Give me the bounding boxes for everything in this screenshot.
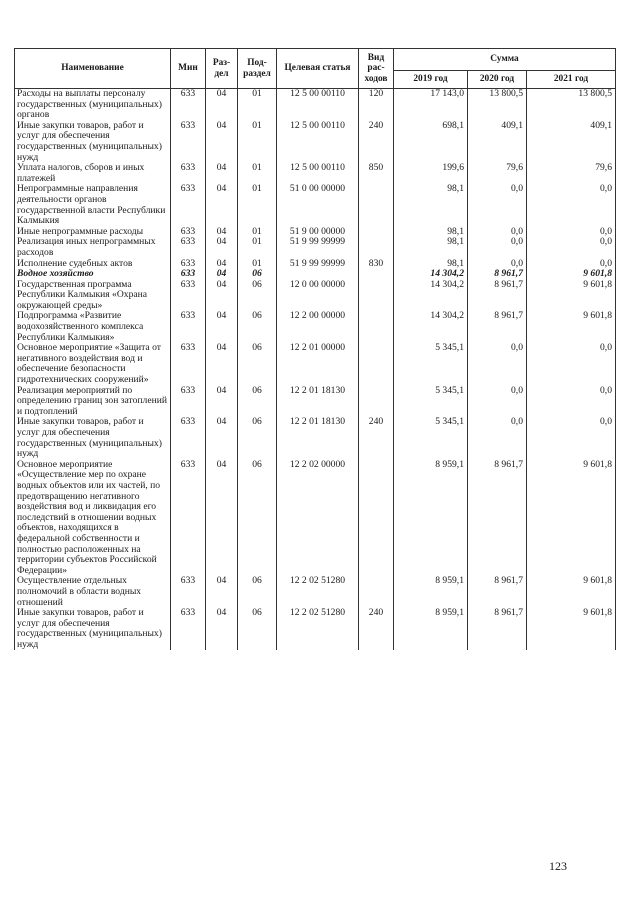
row-sum-2021: 9 601,8 <box>527 460 616 577</box>
row-sum-2020: 0,0 <box>468 259 527 270</box>
row-name: Водное хозяйство <box>15 269 171 280</box>
row-name: Осуществление отдельных полномочий в области водных отношений <box>15 576 171 608</box>
row-podrazdel: 01 <box>238 184 277 226</box>
row-expense-type <box>359 280 394 312</box>
row-target-article: 12 2 01 18130 <box>277 386 359 418</box>
row-sum-2020: 8 961,7 <box>468 269 527 280</box>
row-expense-type <box>359 460 394 577</box>
row-sum-2021: 0,0 <box>527 184 616 226</box>
table-row <box>15 386 616 418</box>
row-sum-2020: 0,0 <box>468 237 527 258</box>
row-target-article: 12 2 00 00000 <box>277 311 359 343</box>
row-razdel: 04 <box>206 184 238 226</box>
table-row <box>15 343 616 385</box>
row-expense-type <box>359 311 394 343</box>
header-year-2019: 2019 год <box>394 71 468 89</box>
row-name: Уплата налогов, сборов и иных платежей <box>15 163 171 184</box>
row-podrazdel: 01 <box>238 163 277 184</box>
row-name: Реализация иных непрограммных расходов <box>15 237 171 258</box>
row-min: 633 <box>171 269 206 280</box>
row-min: 633 <box>171 280 206 312</box>
row-name: Расходы на выплаты персоналу государственных (муниципальных) органов <box>15 89 171 121</box>
row-sum-2021: 0,0 <box>527 259 616 270</box>
header-year-2021: 2021 год <box>527 71 616 89</box>
row-razdel: 04 <box>206 608 238 650</box>
row-target-article: 12 5 00 00110 <box>277 163 359 184</box>
page-number: 123 <box>549 859 567 873</box>
row-expense-type: 850 <box>359 163 394 184</box>
row-sum-2020: 8 961,7 <box>468 311 527 343</box>
row-target-article: 12 0 00 00000 <box>277 280 359 312</box>
row-expense-type <box>359 343 394 385</box>
row-expense-type: 240 <box>359 608 394 650</box>
row-podrazdel: 01 <box>238 89 277 121</box>
table-row <box>15 89 616 121</box>
row-sum-2019: 698,1 <box>394 121 468 163</box>
row-podrazdel: 06 <box>238 608 277 650</box>
row-expense-type <box>359 576 394 608</box>
row-sum-2019: 14 304,2 <box>394 280 468 312</box>
row-sum-2020: 8 961,7 <box>468 460 527 577</box>
row-target-article: 12 2 02 00000 <box>277 460 359 577</box>
row-sum-2019: 14 304,2 <box>394 311 468 343</box>
row-expense-type <box>359 269 394 280</box>
row-target-article: 12 2 01 18130 <box>277 417 359 459</box>
table-body <box>15 89 616 651</box>
row-sum-2021: 0,0 <box>527 237 616 258</box>
table-row <box>15 576 616 608</box>
row-min: 633 <box>171 386 206 418</box>
row-podrazdel: 06 <box>238 386 277 418</box>
row-min: 633 <box>171 417 206 459</box>
row-target-article: 51 9 00 00000 <box>277 227 359 238</box>
row-razdel: 04 <box>206 417 238 459</box>
row-razdel: 04 <box>206 311 238 343</box>
row-podrazdel: 01 <box>238 121 277 163</box>
row-target-article: 12 2 02 51280 <box>277 608 359 650</box>
row-sum-2020: 79,6 <box>468 163 527 184</box>
table-row <box>15 417 616 459</box>
row-min: 633 <box>171 259 206 270</box>
row-razdel: 04 <box>206 237 238 258</box>
row-min: 633 <box>171 121 206 163</box>
row-min: 633 <box>171 163 206 184</box>
row-name: Иные закупки товаров, работ и услуг для обеспечения государственных (муниципальных) нужд <box>15 608 171 650</box>
row-sum-2020: 0,0 <box>468 417 527 459</box>
row-min: 633 <box>171 343 206 385</box>
row-expense-type: 240 <box>359 417 394 459</box>
row-razdel: 04 <box>206 386 238 418</box>
table-row <box>15 311 616 343</box>
row-min: 633 <box>171 576 206 608</box>
row-target-article: 12 5 00 00110 <box>277 89 359 121</box>
row-sum-2021: 0,0 <box>527 417 616 459</box>
row-razdel: 04 <box>206 163 238 184</box>
row-sum-2019: 98,1 <box>394 184 468 226</box>
row-expense-type <box>359 386 394 418</box>
row-min: 633 <box>171 237 206 258</box>
table-row <box>15 280 616 312</box>
row-sum-2019: 98,1 <box>394 259 468 270</box>
row-sum-2021: 9 601,8 <box>527 269 616 280</box>
header-target-article: Целевая статья <box>277 49 359 89</box>
header-year-2020: 2020 год <box>468 71 527 89</box>
row-sum-2021: 9 601,8 <box>527 576 616 608</box>
row-target-article: 12 5 00 00110 <box>277 121 359 163</box>
table-row <box>15 237 616 258</box>
row-name: Основное мероприятие «Осуществление мер по охране водных объектов или их частей, по предотвращению негативного воздействия вод и ликвидация его последствий в отношении водных объектов, находящихся в федеральной собственности и полностью расположенных на территории субъектов Российской Федерации» <box>15 460 171 577</box>
row-sum-2021: 0,0 <box>527 343 616 385</box>
row-sum-2021: 409,1 <box>527 121 616 163</box>
row-razdel: 04 <box>206 89 238 121</box>
row-sum-2019: 8 959,1 <box>394 576 468 608</box>
row-podrazdel: 06 <box>238 269 277 280</box>
row-sum-2020: 8 961,7 <box>468 576 527 608</box>
row-sum-2020: 409,1 <box>468 121 527 163</box>
row-sum-2019: 8 959,1 <box>394 460 468 577</box>
row-podrazdel: 01 <box>238 259 277 270</box>
row-razdel: 04 <box>206 121 238 163</box>
row-name: Реализация мероприятий по определению границ зон затоплений и подтоплений <box>15 386 171 418</box>
row-sum-2021: 0,0 <box>527 386 616 418</box>
row-podrazdel: 06 <box>238 280 277 312</box>
row-sum-2019: 5 345,1 <box>394 417 468 459</box>
row-sum-2020: 0,0 <box>468 343 527 385</box>
row-sum-2019: 199,6 <box>394 163 468 184</box>
row-podrazdel: 06 <box>238 311 277 343</box>
row-razdel: 04 <box>206 460 238 577</box>
row-sum-2019: 17 143,0 <box>394 89 468 121</box>
header-expense-type: Вид рас-ходов <box>359 49 394 89</box>
row-sum-2019: 8 959,1 <box>394 608 468 650</box>
header-razdel: Раз-дел <box>206 49 238 89</box>
row-sum-2020: 8 961,7 <box>468 608 527 650</box>
row-podrazdel: 06 <box>238 343 277 385</box>
row-min: 633 <box>171 311 206 343</box>
table-row <box>15 121 616 163</box>
row-razdel: 04 <box>206 280 238 312</box>
row-name: Иные закупки товаров, работ и услуг для обеспечения государственных (муниципальных) нужд <box>15 121 171 163</box>
header-sum: Сумма <box>394 49 616 71</box>
row-name: Непрограммные направления деятельности органов государственной власти Республики Калмыкия <box>15 184 171 226</box>
row-podrazdel: 06 <box>238 576 277 608</box>
row-sum-2021: 0,0 <box>527 227 616 238</box>
row-sum-2019: 14 304,2 <box>394 269 468 280</box>
budget-table <box>14 48 616 650</box>
row-expense-type: 120 <box>359 89 394 121</box>
row-target-article: 51 0 00 00000 <box>277 184 359 226</box>
row-expense-type: 240 <box>359 121 394 163</box>
table-row <box>15 163 616 184</box>
row-min: 633 <box>171 184 206 226</box>
row-podrazdel: 06 <box>238 460 277 577</box>
row-target-article: 51 9 99 99999 <box>277 259 359 270</box>
row-min: 633 <box>171 460 206 577</box>
header-min: Мин <box>171 49 206 89</box>
row-target-article: 12 2 01 00000 <box>277 343 359 385</box>
table-row <box>15 184 616 226</box>
row-sum-2021: 9 601,8 <box>527 280 616 312</box>
row-sum-2021: 13 800,5 <box>527 89 616 121</box>
row-sum-2019: 98,1 <box>394 227 468 238</box>
row-sum-2019: 98,1 <box>394 237 468 258</box>
row-target-article: 51 9 99 99999 <box>277 237 359 258</box>
row-name: Государственная программа Республики Калмыкия «Охрана окружающей среды» <box>15 280 171 312</box>
row-sum-2020: 0,0 <box>468 386 527 418</box>
row-podrazdel: 06 <box>238 417 277 459</box>
row-expense-type <box>359 184 394 226</box>
row-expense-type <box>359 237 394 258</box>
row-sum-2019: 5 345,1 <box>394 343 468 385</box>
header-podrazdel: Под-раздел <box>238 49 277 89</box>
row-name: Иные непрограммные расходы <box>15 227 171 238</box>
row-razdel: 04 <box>206 269 238 280</box>
row-expense-type <box>359 227 394 238</box>
table-row <box>15 460 616 577</box>
row-razdel: 04 <box>206 343 238 385</box>
row-sum-2021: 79,6 <box>527 163 616 184</box>
row-razdel: 04 <box>206 259 238 270</box>
row-min: 633 <box>171 608 206 650</box>
row-name: Подпрограмма «Развитие водохозяйственного комплекса Республики Калмыкия» <box>15 311 171 343</box>
row-expense-type: 830 <box>359 259 394 270</box>
row-sum-2020: 0,0 <box>468 184 527 226</box>
row-sum-2020: 0,0 <box>468 227 527 238</box>
row-sum-2021: 9 601,8 <box>527 311 616 343</box>
row-target-article: 12 2 02 51280 <box>277 576 359 608</box>
row-name: Иные закупки товаров, работ и услуг для обеспечения государственных (муниципальных) нужд <box>15 417 171 459</box>
row-min: 633 <box>171 227 206 238</box>
row-razdel: 04 <box>206 576 238 608</box>
row-sum-2020: 13 800,5 <box>468 89 527 121</box>
row-podrazdel: 01 <box>238 237 277 258</box>
table-row <box>15 259 616 270</box>
row-sum-2021: 9 601,8 <box>527 608 616 650</box>
row-sum-2019: 5 345,1 <box>394 386 468 418</box>
table-row <box>15 608 616 650</box>
row-name: Основное мероприятие «Защита от негативного воздействия вод и обеспечение безопасности гидротехнических сооружений» <box>15 343 171 385</box>
header-name: Наименование <box>15 49 171 89</box>
row-podrazdel: 01 <box>238 227 277 238</box>
row-min: 633 <box>171 89 206 121</box>
row-sum-2020: 8 961,7 <box>468 280 527 312</box>
row-razdel: 04 <box>206 227 238 238</box>
row-name: Исполнение судебных актов <box>15 259 171 270</box>
